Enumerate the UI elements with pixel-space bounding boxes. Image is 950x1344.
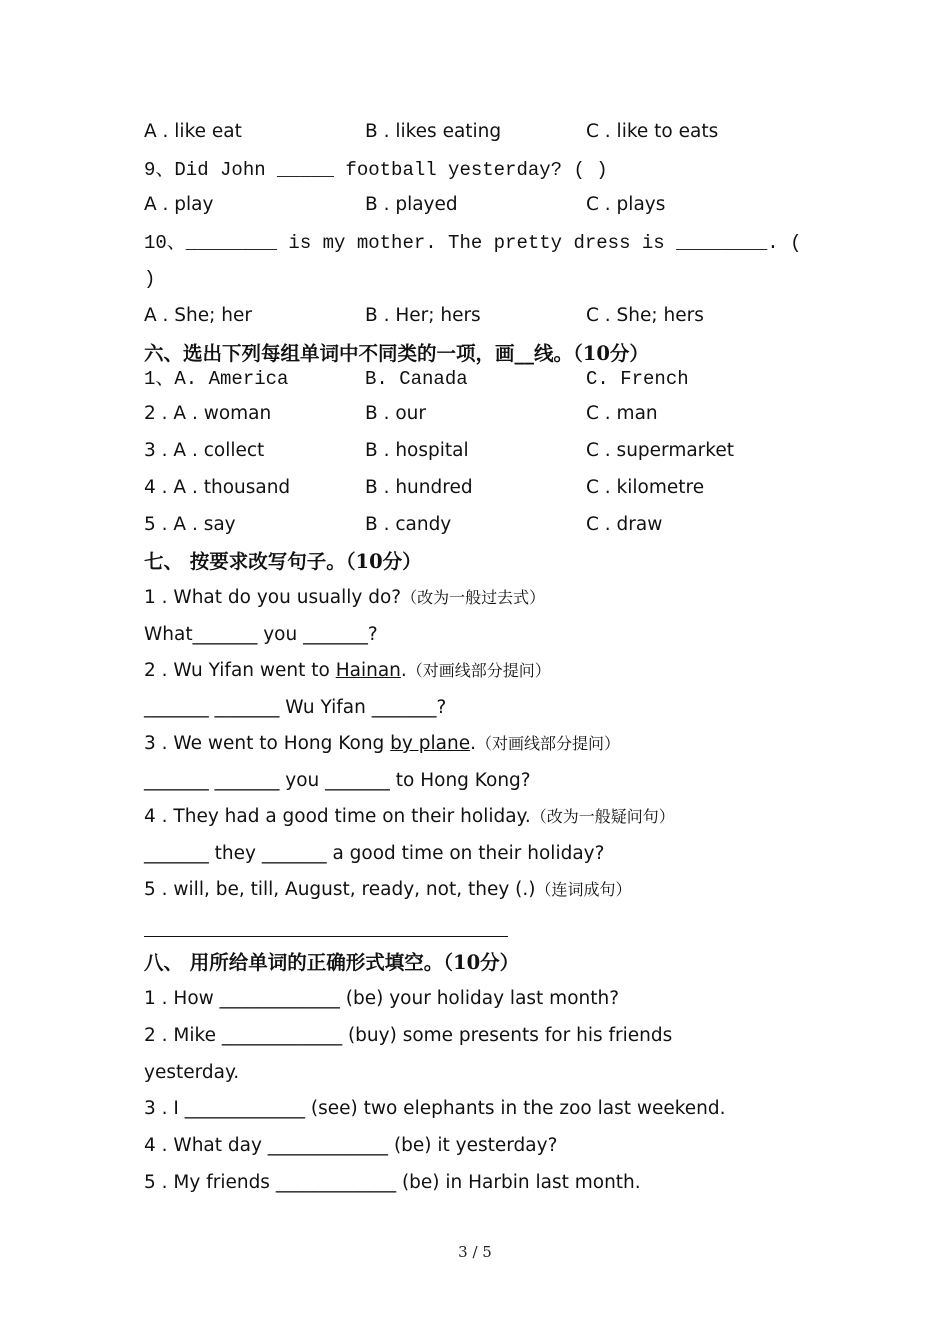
s7-item-1-text: 1 . What do you usually do? — [144, 587, 402, 608]
s7-item-3-pre: 3 . We went to Hong Kong — [144, 733, 391, 754]
s8-item-2: 2 . Mike _____________ (buy) some presents for his friends — [144, 1025, 673, 1046]
q10-question-cont: ) — [144, 268, 156, 290]
s6r2-a: 2 . A . woman — [144, 403, 272, 424]
s7-item-4-note: （改为一般疑问句） — [530, 807, 675, 826]
q9-question: 9、Did John _____ football yesterday? ( ) — [144, 159, 608, 181]
q8-option-c: C . like to eats — [586, 121, 719, 142]
section8-title: 八、 用所给单词的正确形式填空。（10分） — [144, 951, 520, 974]
q8-option-a: A . like eat — [144, 121, 242, 142]
s6r5-b: B . candy — [365, 514, 452, 535]
s7-item-3-note: （对画线部分提问） — [475, 734, 620, 753]
q8-option-b: B . likes eating — [365, 121, 502, 142]
s8-item-5: 5 . My friends _____________ (be) in Harbin last month. — [144, 1172, 641, 1193]
s7-item-2-note: （对画线部分提问） — [406, 661, 551, 680]
s7-item-4-text: 4 . They had a good time on their holiday. — [144, 806, 531, 827]
s6r4-a: 4 . A . thousand — [144, 477, 291, 498]
s8-item-4: 4 . What day _____________ (be) it yesterday? — [144, 1135, 558, 1156]
s7-item-2-post: . — [400, 660, 407, 681]
s7-item-5-text: 5 . will, be, till, August, ready, not, they (.) — [144, 879, 536, 900]
s7-item-2-underlined: Hainan — [335, 660, 401, 681]
q9-option-a: A . play — [144, 194, 214, 215]
s7-item-3-answer: _______ _______ you _______ to Hong Kong? — [144, 770, 531, 791]
section6-title: 六、选出下列每组单词中不同类的一项，画__线。（10分） — [144, 342, 649, 365]
s7-item-5-answer-line — [144, 936, 508, 937]
s7-item-1-note: （改为一般过去式） — [401, 588, 546, 607]
s6r1-c: C. French — [586, 368, 689, 390]
s6r3-c: C . supermarket — [586, 440, 734, 461]
s6r1-b: B. Canada — [365, 368, 468, 390]
s7-item-3-post: . — [470, 733, 476, 754]
s7-item-5-note: （连词成句） — [535, 880, 632, 899]
q10-question: 10、________ is my mother. The pretty dress is ________. ( — [144, 232, 802, 254]
q9-option-b: B . played — [365, 194, 458, 215]
s7-item-1-answer: What_______ you _______? — [144, 624, 378, 645]
s7-item-2 — [144, 659, 551, 683]
s8-item-1: 1 . How _____________ (be) your holiday last month? — [144, 988, 620, 1009]
s7-item-5 — [144, 878, 632, 902]
s6r3-a: 3 . A . collect — [144, 440, 265, 461]
s7-item-3 — [144, 732, 620, 756]
s7-item-3-underlined: by plane — [390, 733, 471, 754]
s6r5-c: C . draw — [586, 514, 663, 535]
s6r2-b: B . our — [365, 403, 426, 424]
q10-option-c: C . She; hers — [586, 305, 704, 326]
s8-item-2-cont: yesterday. — [144, 1062, 240, 1083]
s8-item-3: 3 . I _____________ (see) two elephants in the zoo last weekend. — [144, 1098, 726, 1119]
s6r3-b: B . hospital — [365, 440, 469, 461]
s6r4-b: B . hundred — [365, 477, 473, 498]
s7-item-2-answer: _______ _______ Wu Yifan _______? — [144, 697, 447, 718]
s7-item-2-pre: 2 . Wu Yifan went to — [144, 660, 336, 681]
s6r1-a: 1、A. America — [144, 368, 289, 390]
q10-option-b: B . Her; hers — [365, 305, 481, 326]
section7-title: 七、 按要求改写句子。（10分） — [144, 550, 422, 573]
s6r2-c: C . man — [586, 403, 658, 424]
s7-item-4 — [144, 805, 675, 829]
s6r4-c: C . kilometre — [586, 477, 705, 498]
q9-option-c: C . plays — [586, 194, 666, 215]
s7-item-4-answer: _______ they _______ a good time on their holiday? — [144, 843, 605, 864]
s7-item-1 — [144, 586, 545, 610]
q10-option-a: A . She; her — [144, 305, 252, 326]
page-number: 3 / 5 — [458, 1243, 492, 1261]
s6r5-a: 5 . A . say — [144, 514, 236, 535]
